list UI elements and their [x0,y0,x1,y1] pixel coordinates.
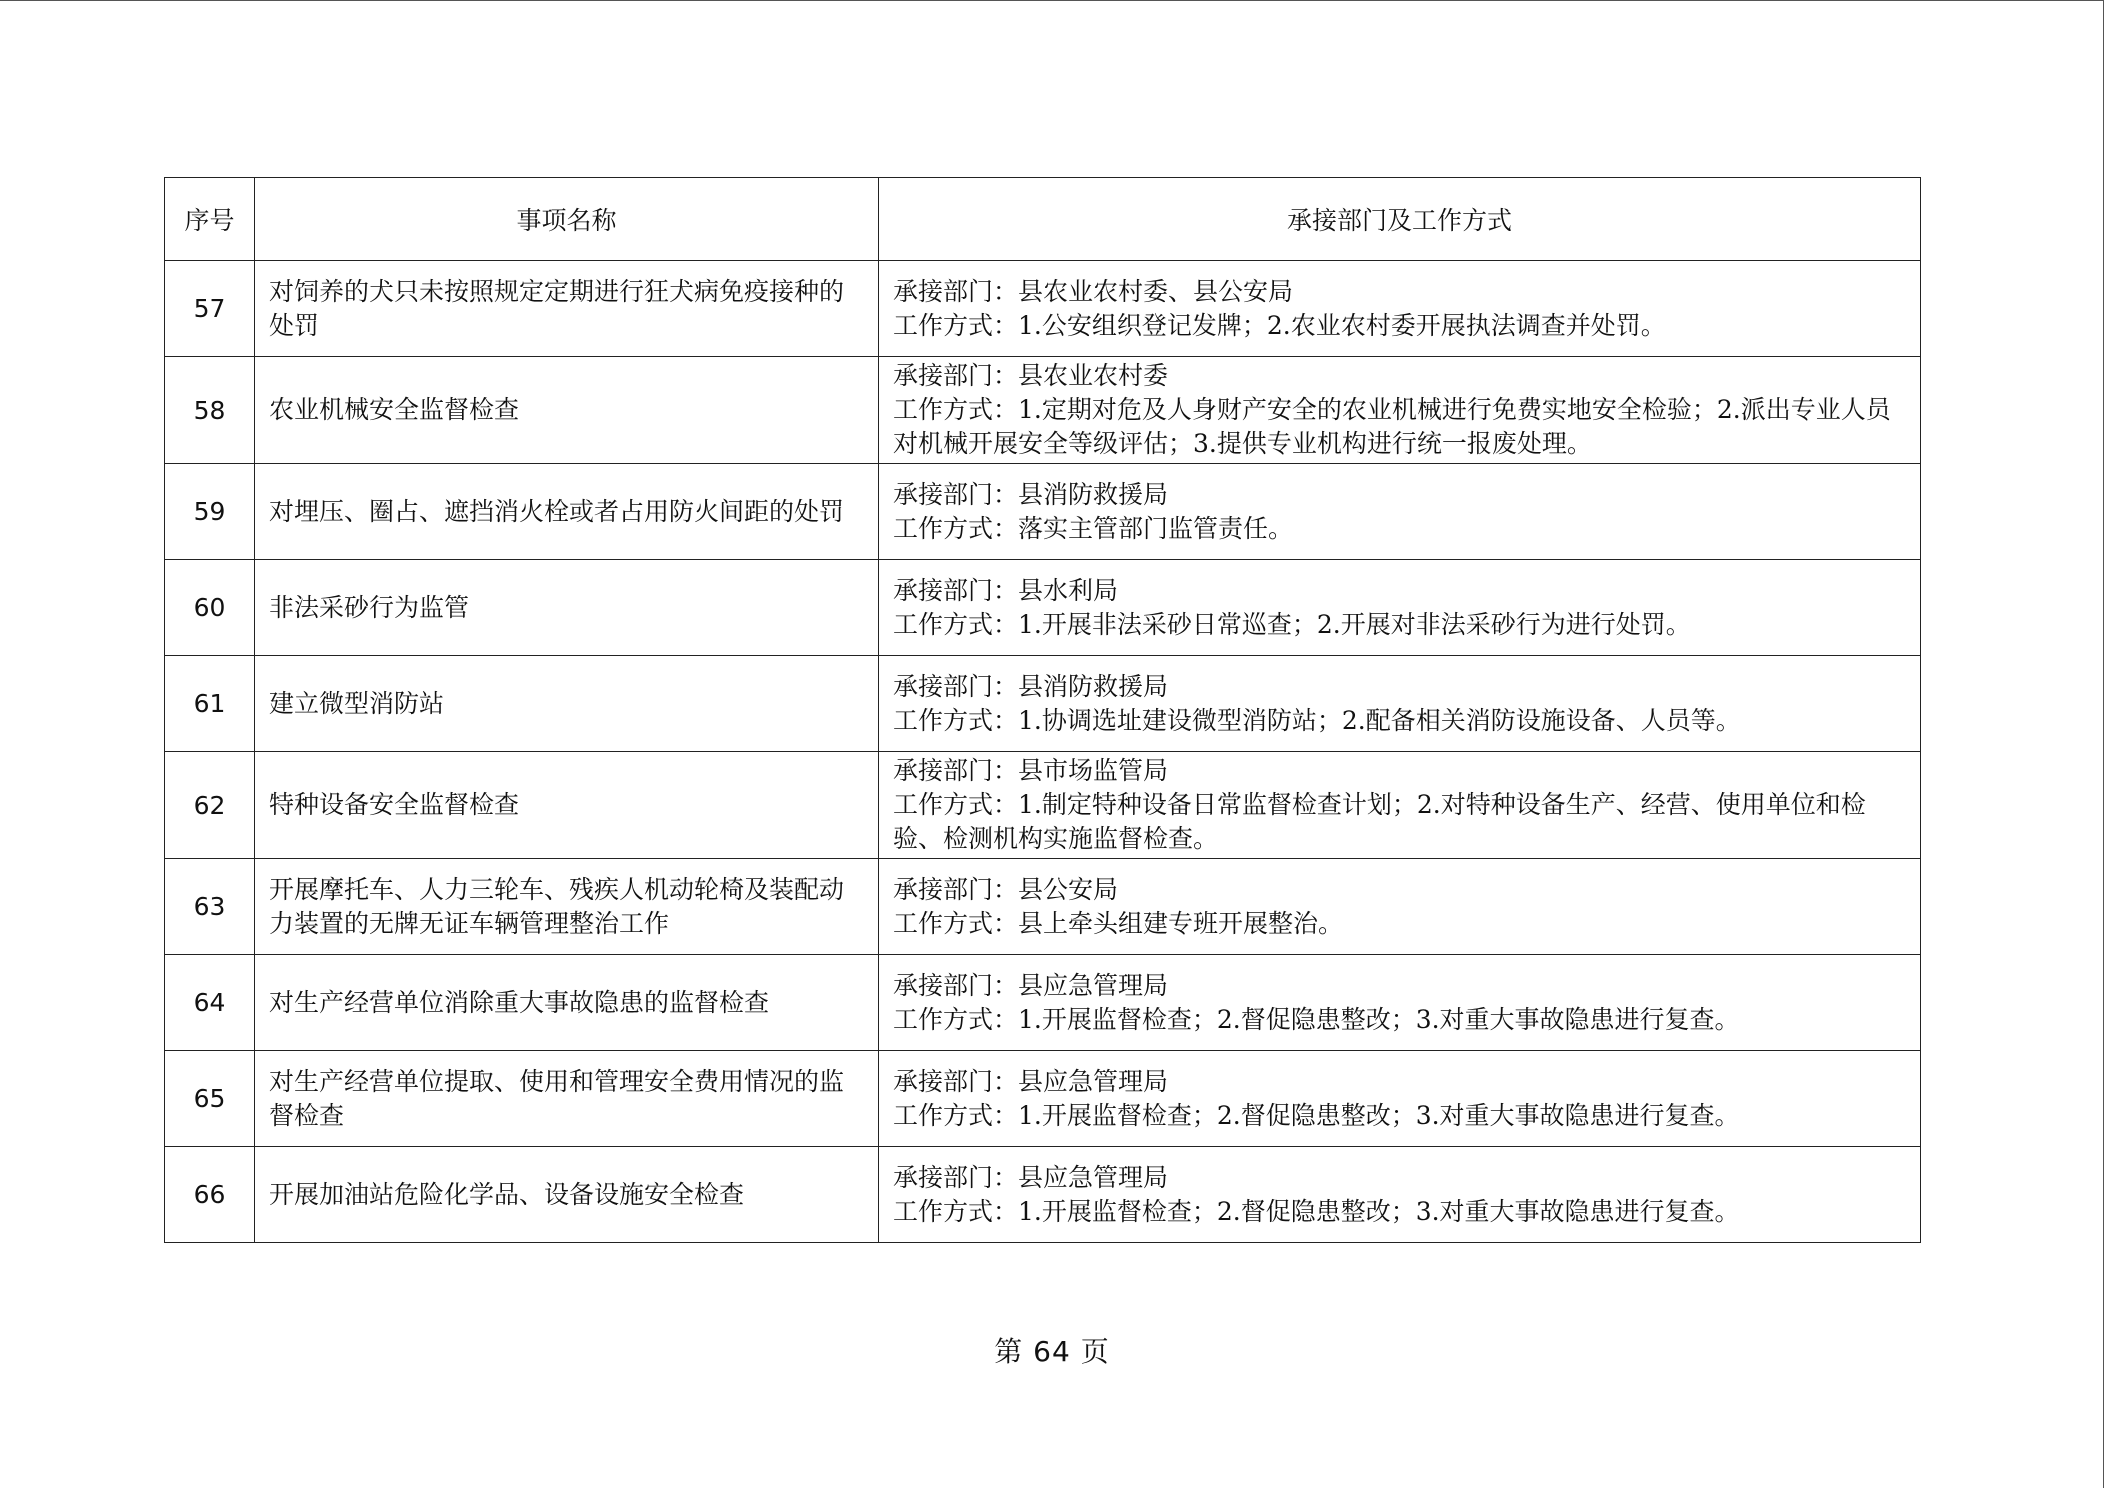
row-num: 64 [165,955,255,1051]
row-method: 工作方式：1.制定特种设备日常监督检查计划；2.对特种设备生产、经营、使用单位和检验、检测机构实施监督检查。 [893,790,1866,853]
row-num: 66 [165,1147,255,1243]
table-row [165,560,1921,656]
row-name: 特种设备安全监督检查 [255,752,879,859]
items-table [164,177,1921,1243]
row-method: 工作方式：落实主管部门监管责任。 [893,513,1294,543]
row-name: 对生产经营单位提取、使用和管理安全费用情况的监督检查 [255,1051,879,1147]
row-dept-cell [879,1147,1921,1243]
footer-prefix: 第 [994,1335,1024,1368]
row-num: 61 [165,656,255,752]
row-dept-cell [879,261,1921,357]
row-dept: 承接部门：县消防救援局 [893,479,1169,509]
row-dept-cell [879,656,1921,752]
row-name: 对饲养的犬只未按照规定定期进行狂犬病免疫接种的处罚 [255,261,879,357]
page-footer [0,1330,2104,1370]
row-method: 工作方式：县上牵头组建专班开展整治。 [893,908,1344,938]
row-dept: 承接部门：县应急管理局 [893,1066,1169,1096]
table-row [165,1147,1921,1243]
page-number: 64 [1033,1335,1071,1368]
header-name: 事项名称 [255,178,879,261]
row-dept: 承接部门：县应急管理局 [893,1162,1169,1192]
row-name: 非法采砂行为监管 [255,560,879,656]
table-row [165,357,1921,464]
row-method: 工作方式：1.开展监督检查；2.督促隐患整改；3.对重大事故隐患进行复查。 [893,1100,1740,1130]
row-dept: 承接部门：县水利局 [893,575,1119,605]
row-method: 工作方式：1.公安组织登记发牌；2.农业农村委开展执法调查并处罚。 [893,310,1666,340]
row-name: 对生产经营单位消除重大事故隐患的监督检查 [255,955,879,1051]
row-method: 工作方式：1.定期对危及人身财产安全的农业机械进行免费实地安全检验；2.派出专业人员对机械开展安全等级评估；3.提供专业机构进行统一报废处理。 [893,395,1891,458]
table-row [165,859,1921,955]
table-row [165,1051,1921,1147]
row-name: 建立微型消防站 [255,656,879,752]
row-dept-cell [879,357,1921,464]
row-dept: 承接部门：县市场监管局 [893,756,1169,785]
header-dept: 承接部门及工作方式 [879,178,1921,261]
table-row [165,955,1921,1051]
row-dept: 承接部门：县农业农村委 [893,361,1169,390]
row-method: 工作方式：1.开展监督检查；2.督促隐患整改；3.对重大事故隐患进行复查。 [893,1004,1740,1034]
row-dept-cell [879,1051,1921,1147]
row-num: 63 [165,859,255,955]
row-name: 对埋压、圈占、遮挡消火栓或者占用防火间距的处罚 [255,464,879,560]
row-dept: 承接部门：县农业农村委、县公安局 [893,276,1294,306]
footer-suffix: 页 [1080,1335,1110,1368]
row-name: 开展摩托车、人力三轮车、残疾人机动轮椅及装配动力装置的无牌无证车辆管理整治工作 [255,859,879,955]
row-dept: 承接部门：县消防救援局 [893,671,1169,701]
page-border-top [0,0,2104,1]
row-name: 开展加油站危险化学品、设备设施安全检查 [255,1147,879,1243]
row-num: 60 [165,560,255,656]
table-header-row [165,178,1921,261]
row-name: 农业机械安全监督检查 [255,357,879,464]
row-num: 62 [165,752,255,859]
row-num: 65 [165,1051,255,1147]
row-num: 57 [165,261,255,357]
row-method: 工作方式：1.开展非法采砂日常巡查；2.开展对非法采砂行为进行处罚。 [893,609,1691,639]
row-dept-cell [879,859,1921,955]
table-row [165,752,1921,859]
table-row [165,464,1921,560]
row-dept-cell [879,464,1921,560]
table-row [165,656,1921,752]
row-num: 59 [165,464,255,560]
header-num: 序号 [165,178,255,261]
row-dept: 承接部门：县公安局 [893,874,1119,904]
row-dept: 承接部门：县应急管理局 [893,970,1169,1000]
row-dept-cell [879,752,1921,859]
table-row [165,261,1921,357]
row-method: 工作方式：1.协调选址建设微型消防站；2.配备相关消防设施设备、人员等。 [893,705,1741,735]
row-num: 58 [165,357,255,464]
row-dept-cell [879,560,1921,656]
row-method: 工作方式：1.开展监督检查；2.督促隐患整改；3.对重大事故隐患进行复查。 [893,1196,1740,1226]
row-dept-cell [879,955,1921,1051]
